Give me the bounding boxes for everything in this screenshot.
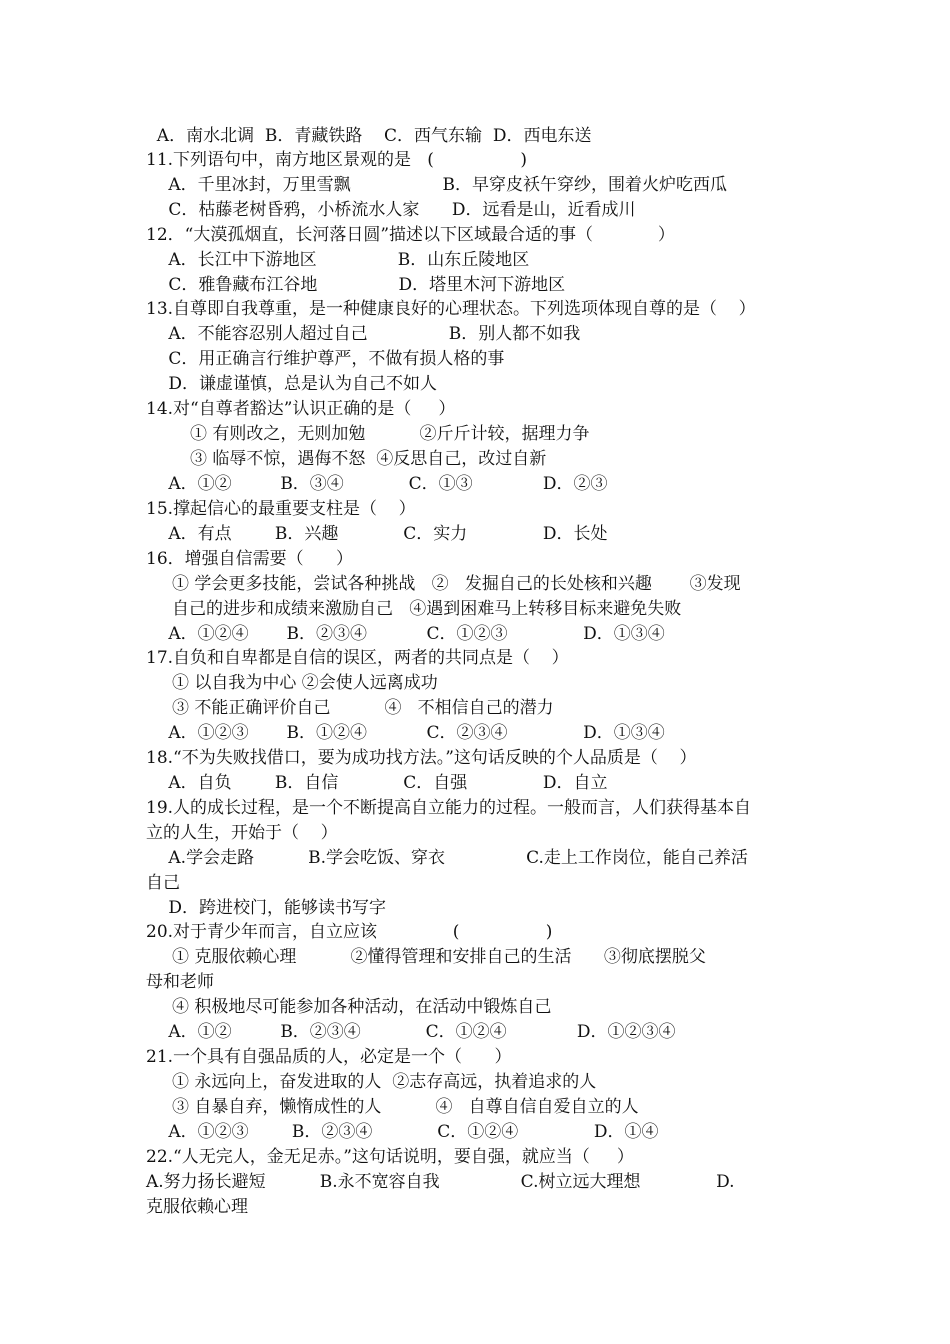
q20-stem: 20.对于青少年而言，自立应该 ( ) <box>146 922 553 942</box>
q14-items-1: ① 有则改之，无则加勉 ②斤斤计较，据理力争 <box>190 424 590 444</box>
q19-option-c-cont: 自己 <box>146 873 180 893</box>
q12-stem: 12．“大漠孤烟直，长河落日圆”描述以下区域最合适的事（ ） <box>146 225 675 245</box>
q21-options: A．①②③ B．②③④ C．①②④ D．①④ <box>163 1122 659 1142</box>
q20-items-1-cont: 母和老师 <box>146 972 214 992</box>
q22-options: A.努力扬长避短 B.永不宽容自我 C.树立远大理想 D. <box>146 1172 735 1192</box>
q11-stem: 11.下列语句中，南方地区景观的是 ( ) <box>146 150 527 170</box>
q19-options-abc: A.学会走路 B.学会吃饭、穿衣 C.走上工作岗位，能自己养活 <box>163 848 748 868</box>
q21-items-2: ③ 自暴自弃，懒惰成性的人 ④ 自尊自信自爱自立的人 <box>172 1097 639 1117</box>
q17-items-2: ③ 不能正确评价自己 ④ 不相信自己的潜力 <box>172 698 554 718</box>
q19-stem-2: 立的人生，开始于（ ） <box>146 823 338 843</box>
q14-stem: 14.对“自尊者豁达”认识正确的是（ ） <box>146 399 456 419</box>
q16-items-1: ① 学会更多技能，尝试各种挑战 ② 发掘自己的长处核和兴趣 ③发现 <box>172 574 741 594</box>
q11-options-cd: C．枯藤老树昏鸦，小桥流水人家 D．远看是山，近看成川 <box>163 200 636 220</box>
q16-options: A．①②④ B．②③④ C．①②③ D．①③④ <box>163 624 665 644</box>
q15-stem: 15.撑起信心的最重要支柱是（ ） <box>146 499 416 519</box>
q10-options: A．南水北调 B．青藏铁路 C．西气东输 D．西电东送 <box>146 126 592 146</box>
q18-options: A．自负 B．自信 C．自强 D．自立 <box>163 773 608 793</box>
q14-options: A．①② B．③④ C．①③ D．②③ <box>163 474 608 494</box>
q20-items-2: ④ 积极地尽可能参加各种活动，在活动中锻炼自己 <box>172 997 552 1017</box>
q16-items-2: 自己的进步和成绩来激励自己 ④遇到困难马上转移目标来避免失败 <box>172 599 682 619</box>
q21-stem: 21.一个具有自强品质的人，必定是一个（ ） <box>146 1047 512 1067</box>
q12-options-cd: C．雅鲁藏布江谷地 D．塔里木河下游地区 <box>163 275 566 295</box>
q20-options: A．①② B．②③④ C．①②④ D．①②③④ <box>163 1022 676 1042</box>
q22-stem: 22.“人无完人，金无足赤。”这句话说明，要自强，就应当（ ） <box>146 1147 634 1167</box>
q19-stem-1: 19.人的成长过程，是一个不断提高自立能力的过程。一般而言，人们获得基本自 <box>146 798 752 818</box>
q12-options-ab: A．长江中下游地区 B．山东丘陵地区 <box>163 250 530 270</box>
q18-stem: 18.“不为失败找借口，要为成功找方法。”这句话反映的个人品质是（ ） <box>146 748 697 768</box>
q13-option-c: C．用正确言行维护尊严，不做有损人格的事 <box>163 349 505 369</box>
q15-options: A．有点 B．兴趣 C．实力 D．长处 <box>163 524 608 544</box>
q17-options: A．①②③ B．①②④ C．②③④ D．①③④ <box>163 723 665 743</box>
q17-stem: 17.自负和自卑都是自信的误区，两者的共同点是（ ） <box>146 648 569 668</box>
q16-stem: 16．增强自信需要（ ） <box>146 549 354 569</box>
q13-stem: 13.自尊即自我尊重，是一种健康良好的心理状态。下列选项体现自尊的是（ ） <box>146 299 756 319</box>
q14-items-2: ③ 临辱不惊，遇侮不怒 ④反思自己，改过自新 <box>190 449 547 469</box>
q11-options-ab: A．千里冰封，万里雪飘 B．早穿皮袄午穿纱，围着火炉吃西瓜 <box>163 175 728 195</box>
q19-option-d: D．跨进校门，能够读书写字 <box>163 898 387 918</box>
q22-option-d-cont: 克服依赖心理 <box>146 1197 248 1217</box>
q20-items-1: ① 克服依赖心理 ②懂得管理和安排自己的生活 ③彻底摆脱父 <box>172 947 706 967</box>
q13-option-d: D．谦虚谨慎，总是认为自己不如人 <box>163 374 438 394</box>
q17-items-1: ① 以自我为中心 ②会使人远离成功 <box>172 673 438 693</box>
q21-items-1: ① 永远向上，奋发进取的人 ②志存高远，执着追求的人 <box>172 1072 597 1092</box>
q13-options-ab: A．不能容忍别人超过自己 B．别人都不如我 <box>163 324 581 344</box>
